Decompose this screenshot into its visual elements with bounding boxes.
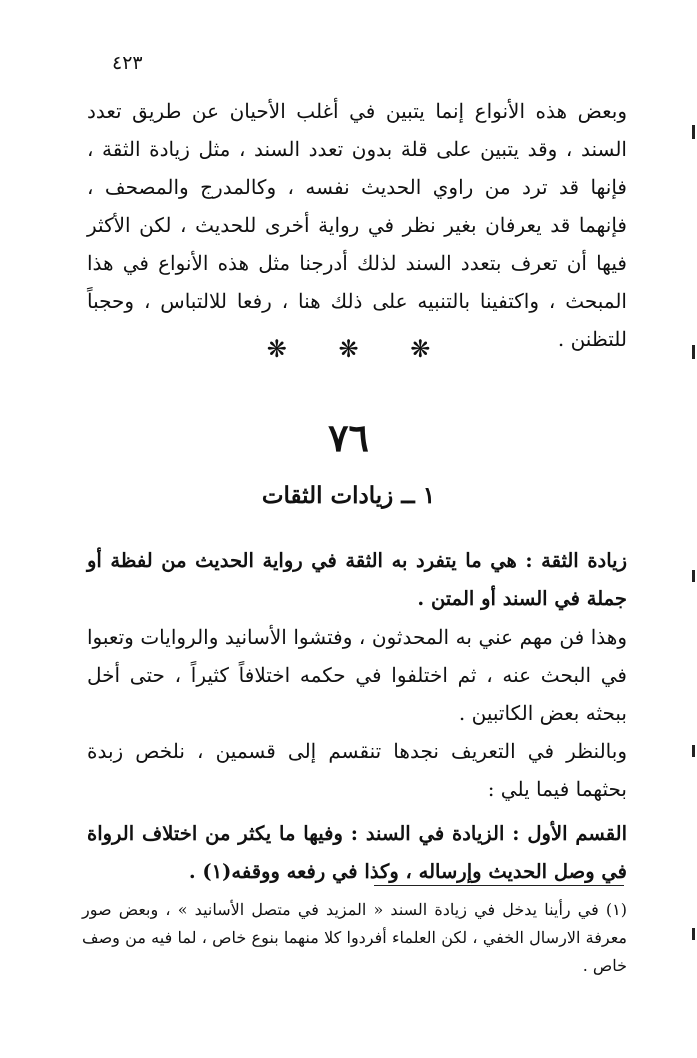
definition-paragraph: زيادة الثقة : هي ما يتفرد به الثقة في رواية الحديث من لفظة أو جملة في السند أو المتن .: [87, 549, 627, 610]
section-title: ١ ــ زيادات الثقات: [261, 482, 436, 509]
body-paragraph: وبالنظر في التعريف نجدها تنقسم إلى قسمين ، نلخص زبدة بحثهما فيما يلي :: [87, 739, 627, 801]
scan-edge-mark: [692, 928, 695, 940]
page-number: ٤٢٣: [112, 52, 143, 74]
footnote-divider: [374, 885, 624, 886]
scan-edge-mark: [692, 570, 695, 582]
scan-edge-mark: [692, 125, 695, 139]
footnote: (١) في رأينا يدخل في زيادة السند « المزيد في متصل الأسانيد » ، وبعض صور معرفة الارسال الخفي ، لكن العلماء أفردوا كلا منهما بنوع خاص ، لما فيه من وصف خاص .: [82, 900, 627, 975]
chapter-number: ٧٦: [328, 415, 369, 460]
part-one-heading: القسم الأول : الزيادة في السند : وفيها ما يكثر من اختلاف الرواة في وصل الحديث وإرساله ، وكذا في رفعه ووقفه(١) .: [87, 822, 627, 883]
scan-edge-mark: [692, 345, 695, 359]
ornament-star: ❋: [266, 335, 287, 363]
section-divider-ornaments: [0, 335, 697, 363]
ornament-star: ❋: [338, 335, 359, 363]
scan-edge-mark: [692, 745, 695, 757]
body-paragraph: وهذا فن مهم عني به المحدثون ، وفتشوا الأسانيد والروايات وتعبوا في البحث عنه ، ثم اختلفوا في حكمه اختلافاً كثيراً ، حتى أخل ببحثه بعض الكاتبين .: [87, 625, 627, 725]
ornament-star: ❋: [410, 335, 431, 363]
intro-paragraph: وبعض هذه الأنواع إنما يتبين في أغلب الأحيان عن طريق تعدد السند ، وقد يتبين على قلة بدون تعدد السند ، مثل زيادة الثقة ، فإنها قد ترد من راوي الحديث نفسه ، وكالمدرج والمصحف ، فإنهما قد يعرفان بغير نظر في رواية أخرى للحديث ، لكن الأكثر فيها أن تعرف بتعدد السند لذلك أدرجنا مثل هذه الأنواع في هذا المبحث ، واكتفينا بالتنبيه على ذلك هنا ، رفعا للالتباس ، وحجباً للتظنن .: [87, 99, 627, 351]
